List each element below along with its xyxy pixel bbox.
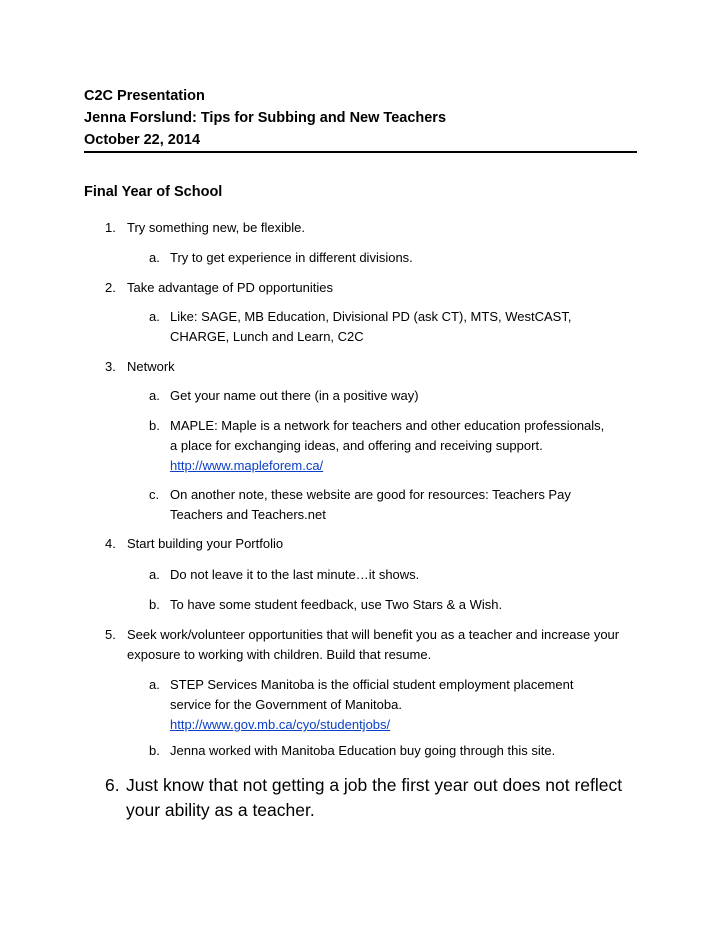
list-item-text	[170, 416, 615, 476]
presentation-title: C2C Presentation	[84, 88, 205, 104]
section-title: Final Year of School	[84, 184, 223, 200]
maple-description: MAPLE: Maple is a network for teachers and other education professionals, a place for exchanging ideas, and offering and receiving support.	[170, 418, 605, 453]
list-item-text: Take advantage of PD opportunities	[127, 280, 333, 295]
list-marker: 6.	[105, 775, 120, 795]
document-header	[84, 85, 637, 151]
list-marker: b.	[149, 597, 160, 612]
list-item-text: Just know that not getting a job the first year out does not reflect your ability as a teacher.	[126, 775, 623, 820]
list-marker: b.	[149, 743, 160, 758]
list-item-text: On another note, these website are good for resources: Teachers Pay Teachers and Teachers.net	[170, 487, 571, 522]
step-description: STEP Services Manitoba is the official student employment placement service for the Government of Manitoba.	[170, 677, 574, 712]
list-marker: c.	[149, 487, 160, 502]
list-item-text: Jenna worked with Manitoba Education buy going through this site.	[170, 743, 556, 758]
list-item-text: Do not leave it to the last minute…it shows.	[170, 567, 420, 582]
list-item-text: Get your name out there (in a positive way)	[170, 388, 419, 403]
list-marker: a.	[149, 309, 160, 324]
list-item-text: Try something new, be flexible.	[127, 220, 305, 235]
list-marker: a.	[149, 250, 160, 265]
list-item-text: Like: SAGE, MB Education, Divisional PD (ask CT), MTS, WestCAST, CHARGE, Lunch and Learn, C2C	[170, 309, 572, 344]
list-marker: a.	[149, 388, 160, 403]
list-marker: 5.	[105, 627, 116, 642]
list-marker: b.	[149, 418, 160, 433]
maple-link[interactable]: http://www.mapleforem.ca/	[170, 458, 324, 473]
list-item-text: Try to get experience in different divisions.	[170, 250, 413, 265]
list-marker: 2.	[105, 280, 116, 295]
list-item-text	[170, 675, 615, 735]
list-item-text: Seek work/volunteer opportunities that will benefit you as a teacher and increase your exposure to working with children. Build that resume.	[127, 627, 620, 662]
list-item-text: Network	[127, 359, 175, 374]
list-marker: 1.	[105, 220, 116, 235]
list-marker: 3.	[105, 359, 116, 374]
list-item-text: To have some student feedback, use Two Stars & a Wish.	[170, 597, 503, 612]
list-item-text: Start building your Portfolio	[127, 536, 284, 551]
studentjobs-link[interactable]: http://www.gov.mb.ca/cyo/studentjobs/	[170, 717, 391, 732]
header-divider	[84, 151, 637, 153]
list-marker: a.	[149, 567, 160, 582]
list-marker: 4.	[105, 536, 116, 551]
presenter-topic: Jenna Forslund: Tips for Subbing and New Teachers	[84, 110, 447, 126]
list-marker: a.	[149, 677, 160, 692]
presentation-date: October 22, 2014	[84, 132, 201, 148]
